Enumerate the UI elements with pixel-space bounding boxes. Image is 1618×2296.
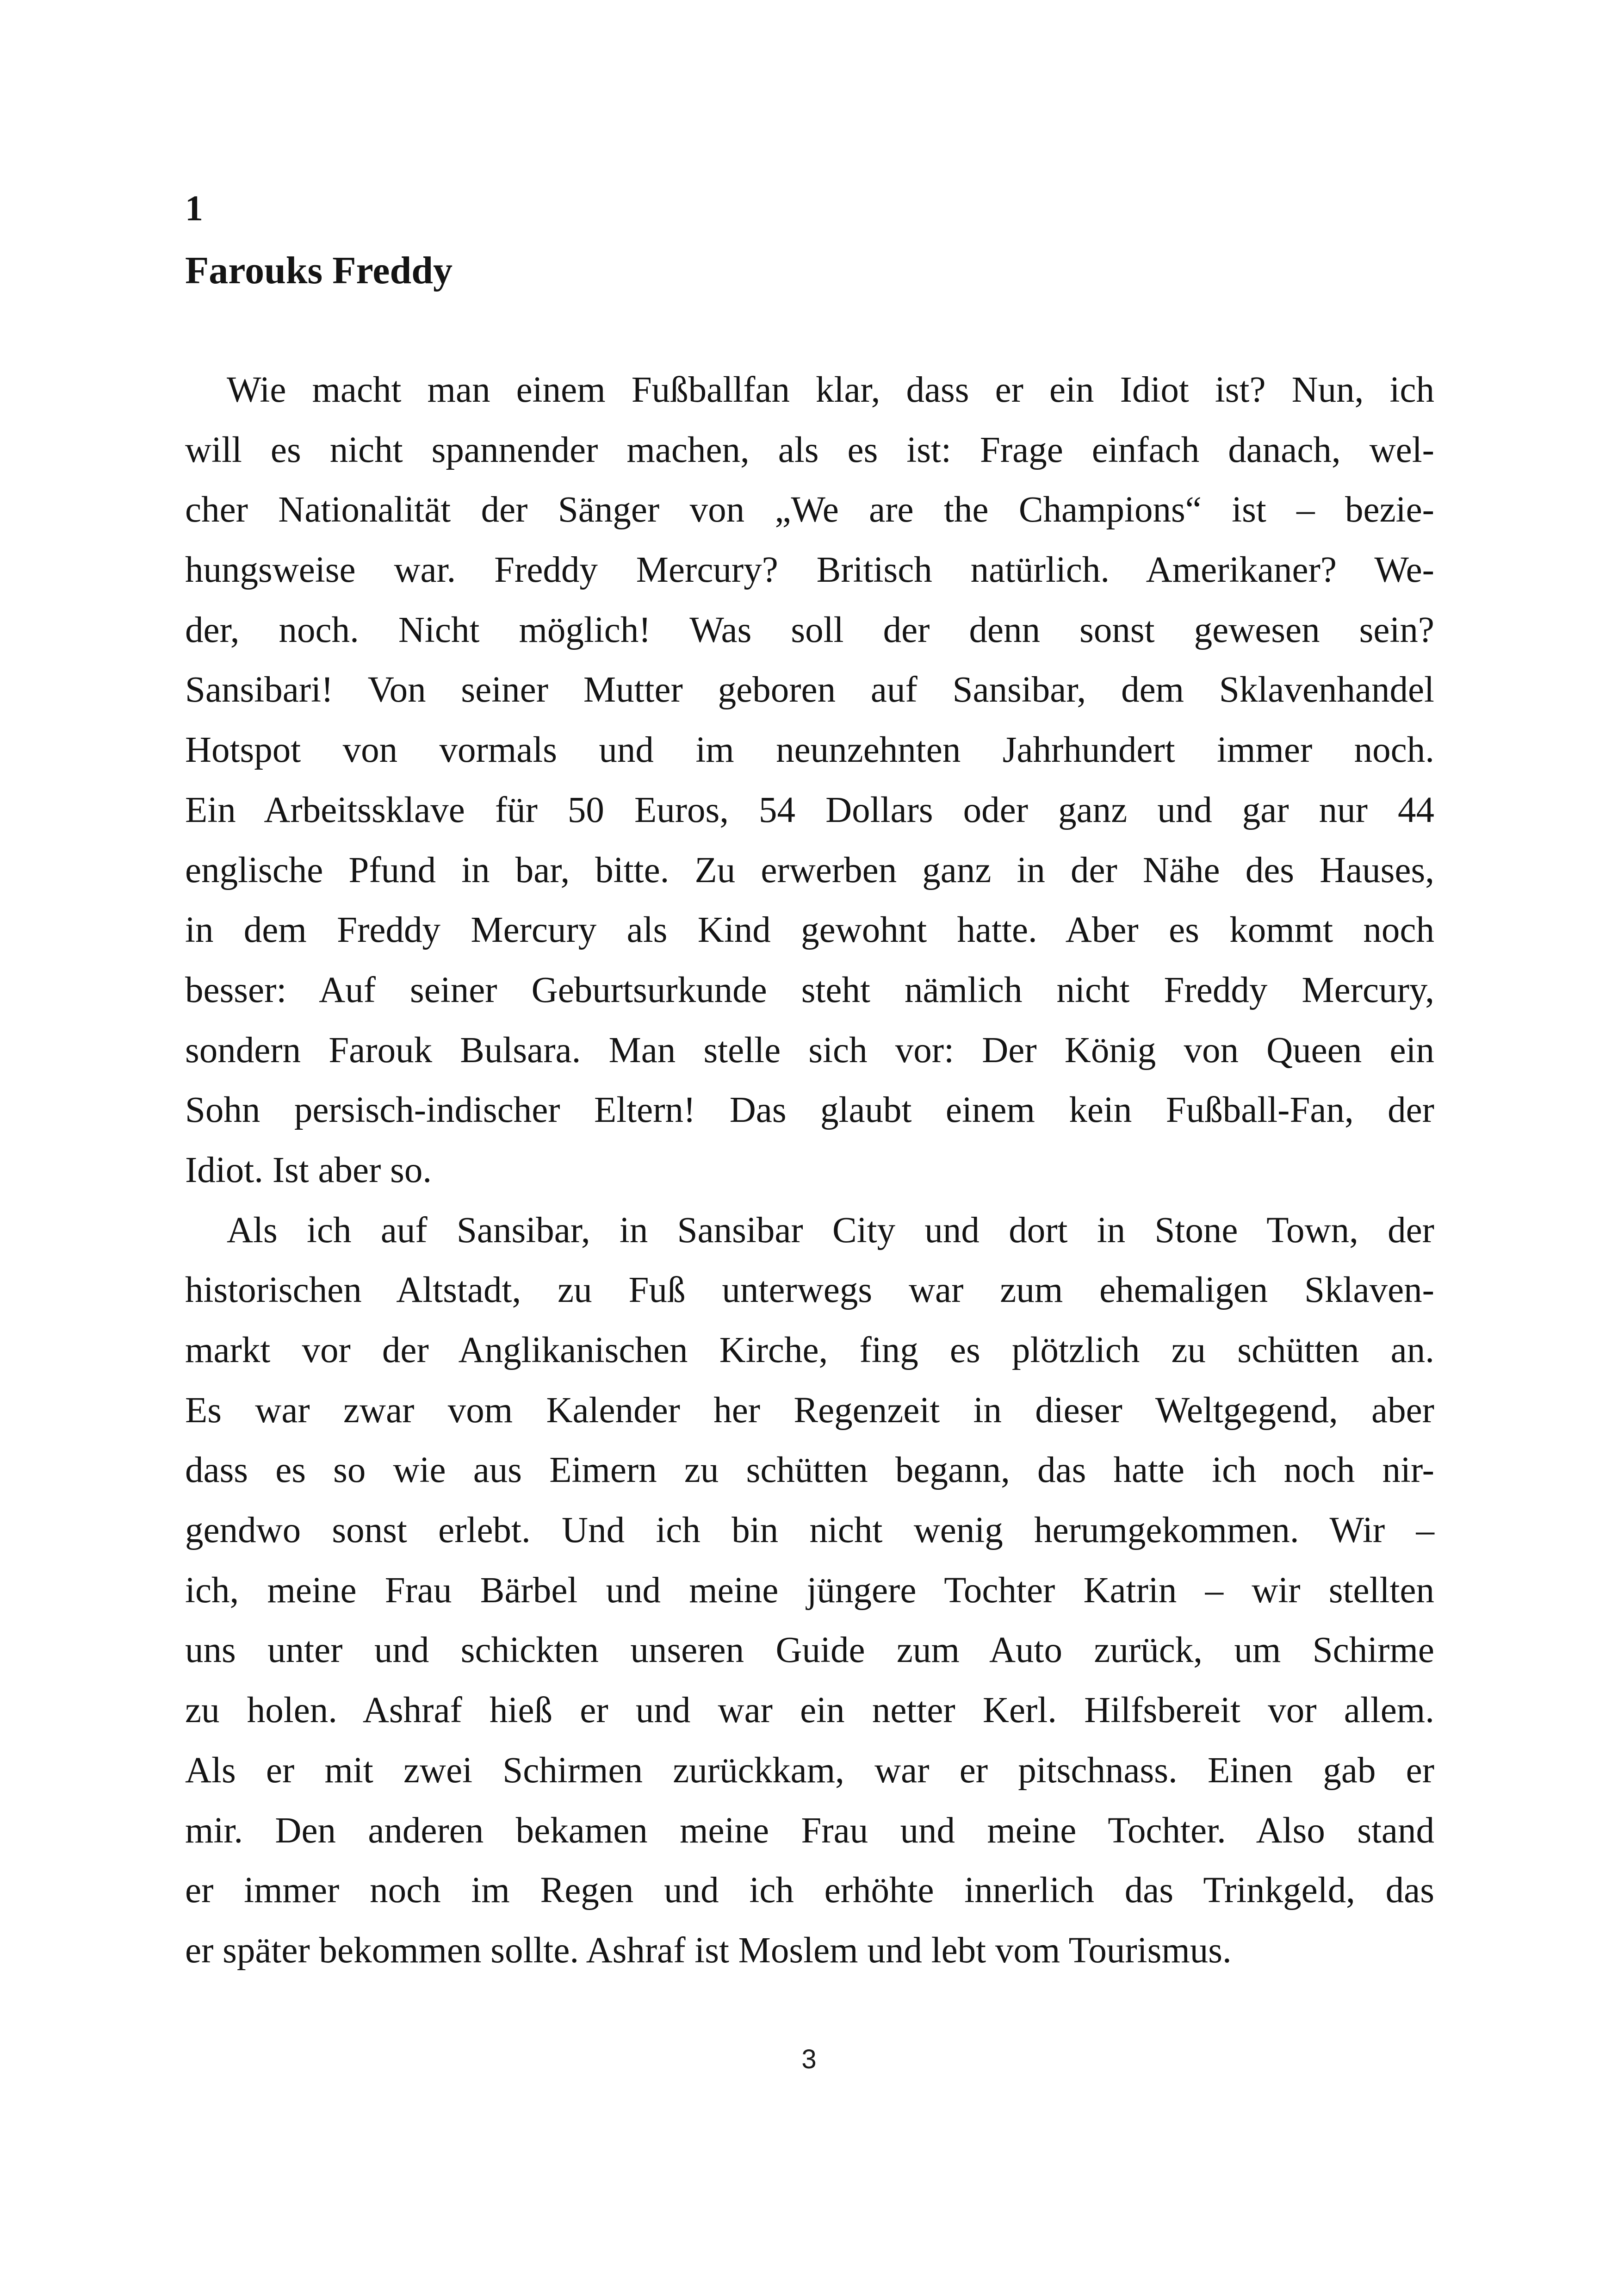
text-line: markt vor der Anglikanischen Kirche, fing es plötzlich zu schütten an. xyxy=(185,1330,1434,1370)
paragraph xyxy=(185,360,1434,1201)
text-line: Idiot. Ist aber so. xyxy=(185,1150,432,1190)
text-line: zu holen. Ashraf hieß er und war ein netter Kerl. Hilfsbereit vor allem. xyxy=(185,1690,1434,1731)
text-line: Sohn persisch-indischer Eltern! Das glaubt einem kein Fußball-Fan, der xyxy=(185,1090,1434,1131)
text-line: ich, meine Frau Bärbel und meine jüngere Tochter Katrin – wir stellten xyxy=(185,1570,1434,1611)
text-line: hungsweise war. Freddy Mercury? Britisch natürlich. Amerikaner? We- xyxy=(185,550,1434,591)
text-line: sondern Farouk Bulsara. Man stelle sich vor: Der König von Queen ein xyxy=(185,1030,1434,1070)
text-line: englische Pfund in bar, bitte. Zu erwerben ganz in der Nähe des Hauses, xyxy=(185,850,1434,890)
text-line: historischen Altstadt, zu Fuß unterwegs war zum ehemaligen Sklaven- xyxy=(185,1270,1434,1311)
text-line: uns unter und schickten unseren Guide zum Auto zurück, um Schirme xyxy=(185,1630,1434,1671)
text-line: Sansibari! Von seiner Mutter geboren auf Sansibar, dem Sklavenhandel xyxy=(185,670,1434,710)
text-line: dass es so wie aus Eimern zu schütten begann, das hatte ich noch nir- xyxy=(185,1450,1434,1491)
chapter-body xyxy=(185,360,1434,1981)
text-line: will es nicht spannender machen, als es ist: Frage einfach danach, wel- xyxy=(185,429,1434,470)
chapter-title: Farouks Freddy xyxy=(185,249,453,292)
chapter-number: 1 xyxy=(185,188,203,228)
text-line: er später bekommen sollte. Ashraf ist Moslem und lebt vom Tourismus. xyxy=(185,1930,1232,1971)
text-line: Als er mit zwei Schirmen zurückkam, war er pitschnass. Einen gab er xyxy=(185,1750,1434,1791)
text-line: mir. Den anderen bekamen meine Frau und meine Tochter. Also stand xyxy=(185,1810,1434,1851)
text-line: Ein Arbeitssklave für 50 Euros, 54 Dollars oder ganz und gar nur 44 xyxy=(185,790,1434,830)
text-line: der, noch. Nicht möglich! Was soll der denn sonst gewesen sein? xyxy=(185,610,1434,650)
text-line: Es war zwar vom Kalender her Regenzeit in dieser Weltgegend, aber xyxy=(185,1390,1434,1431)
text-line: cher Nationalität der Sänger von „We are the Champions“ ist – bezie- xyxy=(185,490,1434,530)
text-line: gendwo sonst erlebt. Und ich bin nicht wenig herumgekommen. Wir – xyxy=(185,1510,1434,1551)
paragraph xyxy=(185,1201,1434,1981)
text-line: Hotspot von vormals und im neunzehnten Jahrhundert immer noch. xyxy=(185,730,1434,771)
text-line: Wie macht man einem Fußballfan klar, dass er ein Idiot ist? Nun, ich xyxy=(227,370,1434,410)
text-line: er immer noch im Regen und ich erhöhte innerlich das Trinkgeld, das xyxy=(185,1870,1434,1911)
text-line: besser: Auf seiner Geburtsurkunde steht nämlich nicht Freddy Mercury, xyxy=(185,970,1434,1010)
text-line: Als ich auf Sansibar, in Sansibar City und dort in Stone Town, der xyxy=(227,1210,1434,1251)
text-line: in dem Freddy Mercury als Kind gewohnt hatte. Aber es kommt noch xyxy=(185,910,1434,951)
page-number: 3 xyxy=(801,2044,817,2074)
